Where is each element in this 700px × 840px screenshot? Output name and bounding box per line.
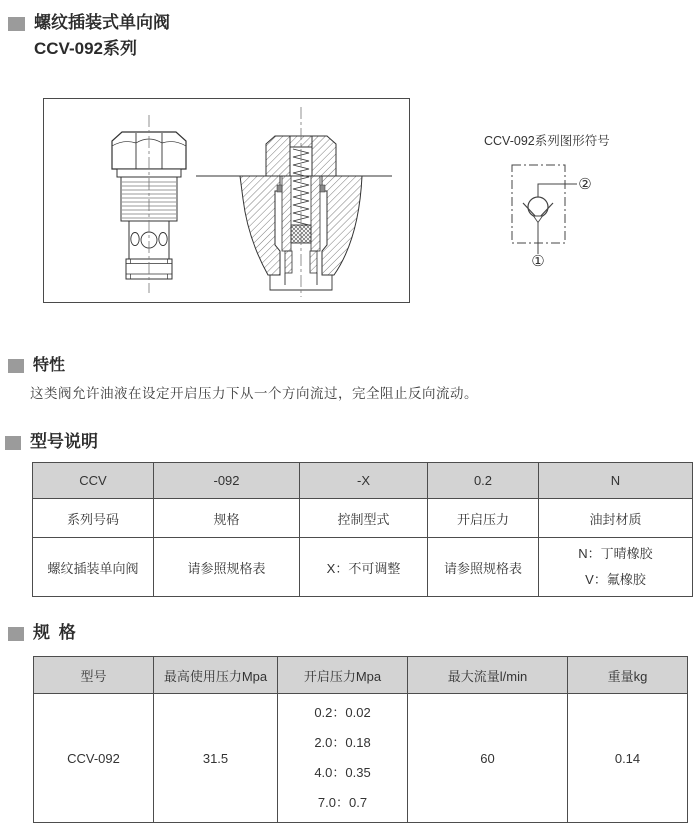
check-valve-symbol	[490, 152, 620, 274]
spec-section-heading	[8, 618, 78, 643]
check-ball-icon	[528, 197, 548, 217]
table-cell: 请参照规格表	[154, 538, 300, 597]
features-heading	[8, 352, 65, 375]
column-header: 开启压力Mpa	[278, 657, 408, 694]
seal-option: N：丁晴橡胶	[578, 546, 653, 561]
section-bullet-icon	[8, 627, 24, 641]
column-header: 型号	[34, 657, 154, 694]
technical-drawing-frame	[43, 98, 410, 303]
table-cell: CCV	[33, 463, 154, 499]
max-pressure-cell: 31.5	[154, 694, 278, 823]
spec-table	[33, 656, 688, 823]
table-cell: 控制型式	[300, 499, 428, 538]
section-bullet-icon	[8, 17, 25, 31]
table-cell: 螺纹插装单向阀	[33, 538, 154, 597]
model-heading-text: 型号说明	[30, 432, 98, 451]
table-cell: 请参照规格表	[428, 538, 539, 597]
table-cell: 油封材质	[539, 499, 693, 538]
max-flow-cell: 60	[408, 694, 568, 823]
series-title: CCV-092系列	[34, 39, 137, 58]
opening-pressure-option: 0.2：0.02	[314, 705, 371, 720]
table-cell: N	[539, 463, 693, 499]
column-header: 重量kg	[568, 657, 688, 694]
model-section-heading	[5, 427, 98, 452]
spec-data-row	[34, 694, 688, 823]
port-2-label: ②	[578, 176, 592, 193]
weight-cell: 0.14	[568, 694, 688, 823]
table-cell: X：不可调整	[300, 538, 428, 597]
table-cell: 规格	[154, 499, 300, 538]
seal-option: V：氟橡胶	[585, 572, 646, 587]
opening-pressure-cell	[278, 694, 408, 823]
model-label-row	[33, 499, 693, 538]
model-code-table	[32, 462, 693, 597]
title-text: 螺纹插装式单向阀	[34, 13, 170, 32]
features-text: 这类阀允许油液在设定开启压力下从一个方向流过，完全阻止反向流动。	[30, 386, 478, 401]
symbol-caption: CCV-092系列图形符号	[484, 134, 610, 148]
seal-material-cell	[539, 538, 693, 597]
table-cell: 0.2	[428, 463, 539, 499]
column-header: 最大流量l/min	[408, 657, 568, 694]
port-1-label: ①	[531, 253, 545, 270]
opening-pressure-option: 7.0：0.7	[317, 795, 368, 810]
opening-pressure-option: 2.0：0.18	[314, 735, 371, 750]
table-cell: -X	[300, 463, 428, 499]
model-desc-row	[33, 538, 693, 597]
valve-drawing	[44, 99, 407, 300]
table-cell: -092	[154, 463, 300, 499]
model-code-row	[33, 463, 693, 499]
table-cell: 开启压力	[428, 499, 539, 538]
table-cell: 系列号码	[33, 499, 154, 538]
column-header: 最高使用压力Mpa	[154, 657, 278, 694]
section-bullet-icon	[5, 436, 21, 450]
page-title	[8, 10, 170, 62]
section-bullet-icon	[8, 359, 24, 373]
spec-heading-text: 规 格	[33, 623, 78, 642]
spec-header-row	[34, 657, 688, 694]
valve-external-view	[112, 115, 186, 293]
valve-section-view	[196, 107, 392, 297]
title-line-1	[8, 10, 170, 36]
model-cell: CCV-092	[34, 694, 154, 823]
features-heading-text: 特性	[33, 357, 66, 374]
opening-pressure-option: 4.0：0.35	[314, 765, 371, 780]
